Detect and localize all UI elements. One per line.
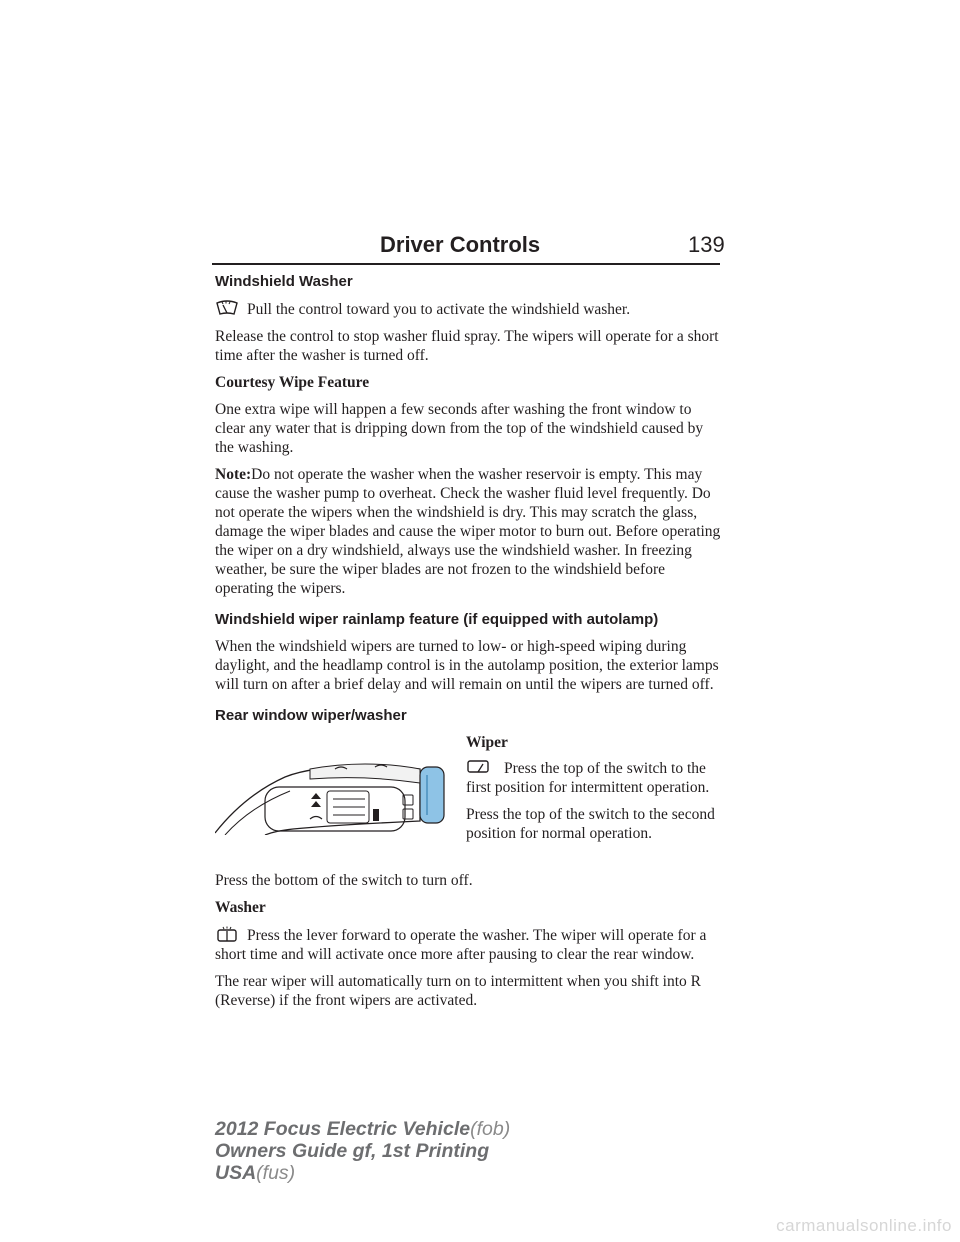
- document-footer: [215, 1118, 510, 1184]
- footer-line-1: [215, 1118, 510, 1140]
- rainlamp-heading: Windshield wiper rainlamp feature (if equipped with autolamp): [215, 611, 659, 628]
- note-label: Note:: [215, 466, 252, 483]
- rear-washer-icon: [215, 925, 239, 943]
- wiper-off-text: Press the bottom of the switch to turn off.: [215, 872, 473, 889]
- windshield-washer-icon: [215, 299, 239, 317]
- rear-wiper-heading: Rear window wiper/washer: [215, 707, 407, 724]
- windshield-washer-intro-text: Pull the control toward you to activate the windshield washer.: [247, 301, 631, 318]
- rear-wiper-icon: [466, 758, 490, 776]
- footer-line-2: [215, 1140, 510, 1162]
- wiper-instructions: [466, 733, 723, 851]
- rear-wiper-section: [215, 733, 723, 863]
- wiper-first-position: [466, 758, 723, 797]
- windshield-washer-body: Release the control to stop washer fluid spray. The wipers will operate for a short time after the washer is turned off.: [215, 328, 719, 364]
- rainlamp-body: When the windshield wipers are turned to low- or high-speed wiping during daylight, and the headlamp control is in the autolamp position, the exterior lamps will turn on after a brief delay and will remain on until the wipers are turned off.: [215, 638, 719, 693]
- note-body: Do not operate the washer when the washer reservoir is empty. This may cause the washer pump to overheat. Check the washer fluid level frequently. Do not operate the wipers when the windshield is dry. This may scratch the glass, damage the wiper blades and cause the wiper motor to burn out. Before operating the wiper on a dry windshield, always use the windshield washer. In freezing weather, be sure the wiper blades are not frozen to the windshield before operating the wipers.: [215, 466, 721, 597]
- wiper-lever-illustration: [215, 755, 450, 835]
- auto-rear-wiper-text: The rear wiper will automatically turn on to intermittent when you shift into R (Reverse) if the front wipers are activated.: [215, 973, 701, 1009]
- washer-text: Press the lever forward to operate the washer. The wiper will operate for a short time and will activate once more after pausing to clear the rear window.: [215, 927, 707, 963]
- footer-model-code: (fob): [470, 1118, 511, 1140]
- courtesy-wipe-heading: Courtesy Wipe Feature: [215, 374, 370, 391]
- footer-market-code: (fus): [256, 1162, 296, 1184]
- footer-market: USA: [215, 1162, 257, 1184]
- wiper-subheading: Wiper: [466, 734, 508, 751]
- page-content: [215, 272, 723, 1018]
- courtesy-wipe-body: One extra wipe will happen a few seconds after washing the front window to clear any water that is dripping down from the top of the windshield caused by the washing.: [215, 401, 704, 456]
- washer-paragraph: [215, 925, 723, 964]
- page-section-title: Driver Controls: [380, 232, 541, 257]
- footer-line-3: [215, 1162, 510, 1184]
- page-number: 139: [688, 232, 725, 257]
- header-divider: [212, 263, 720, 265]
- footer-printing: Owners Guide gf, 1st Printing: [215, 1140, 490, 1162]
- footer-model: 2012 Focus Electric Vehicle: [215, 1118, 471, 1140]
- wiper-second-position: Press the top of the switch to the second position for normal operation.: [466, 806, 715, 842]
- windshield-washer-heading: Windshield Washer: [215, 273, 353, 290]
- washer-subheading: Washer: [215, 899, 266, 916]
- wiper-first-position-text: Press the top of the switch to the first position for intermittent operation.: [466, 760, 710, 796]
- site-watermark: carmanualsonline.info: [776, 1216, 952, 1235]
- note-paragraph: [215, 465, 723, 598]
- windshield-washer-intro: [215, 299, 723, 319]
